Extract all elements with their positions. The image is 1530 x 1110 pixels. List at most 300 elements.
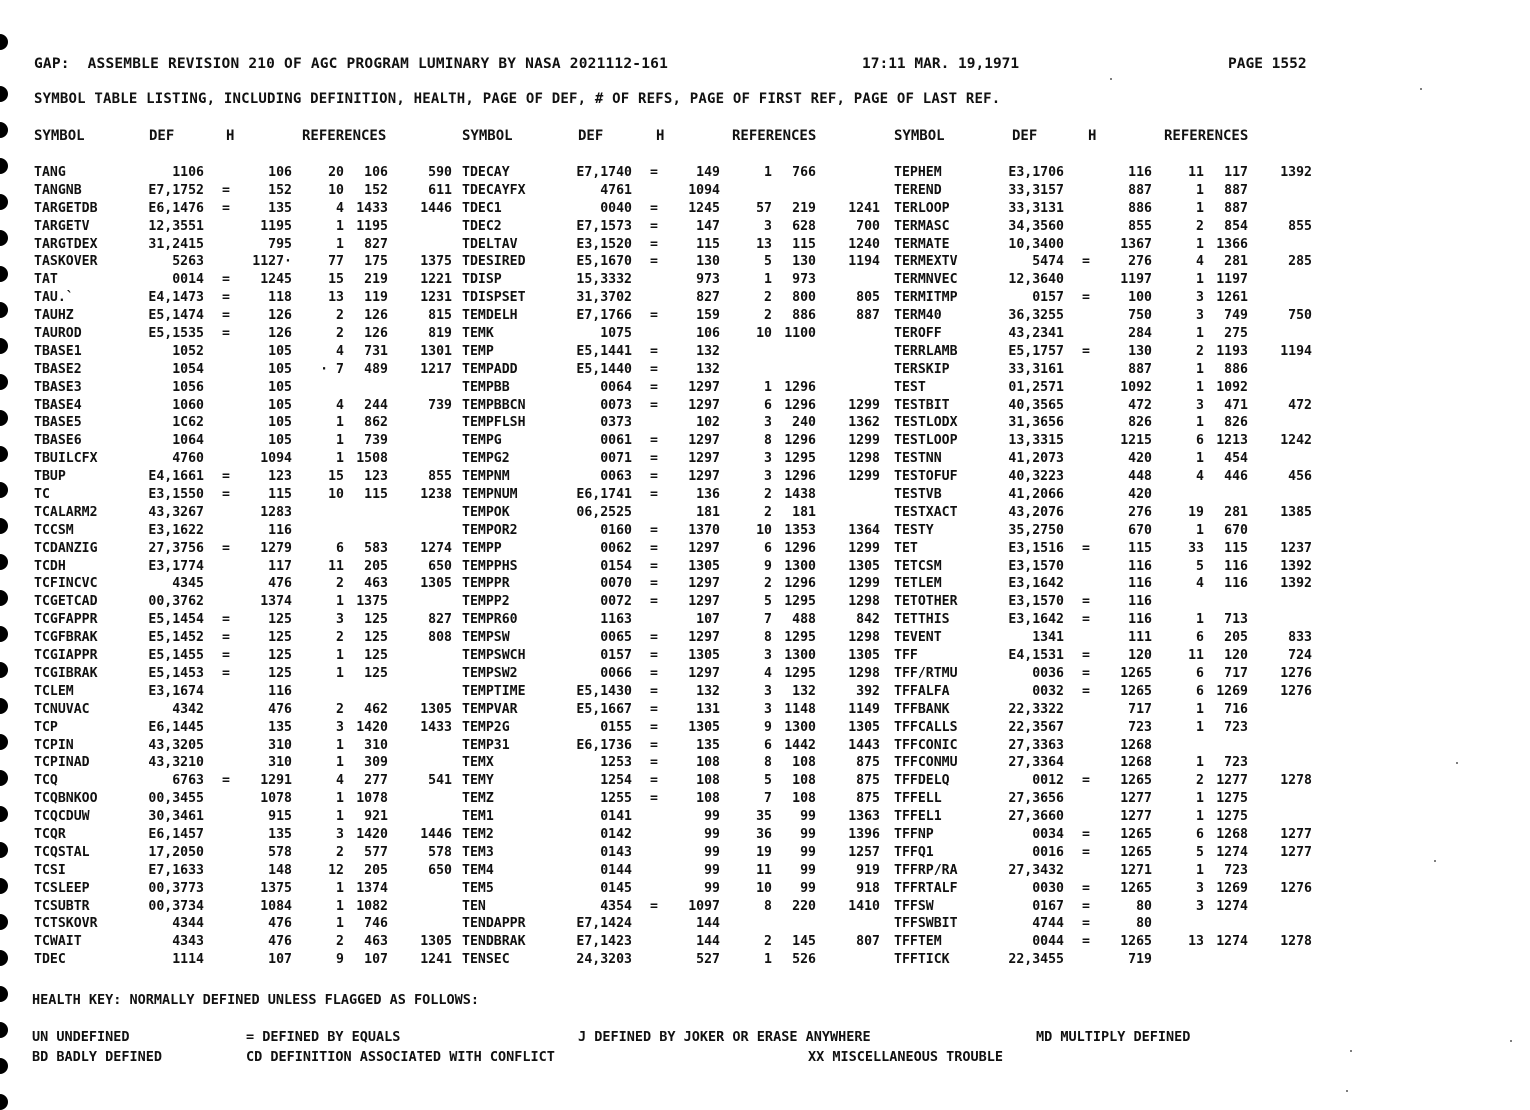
cell-health: = [650,379,658,395]
cell-symbol: TCQSTAL [34,844,90,860]
cell-firstref: 1295 [784,594,816,610]
cell-nrefs: 1 [336,415,344,431]
cell-defpage: 107 [696,612,720,628]
cell-health: = [650,540,658,556]
cell-health: = [650,701,658,717]
cell-def: 0030 [1032,880,1064,896]
cell-def: E5,1430 [576,683,632,699]
listing-subtitle: SYMBOL TABLE LISTING, INCLUDING DEFINITION, HEALTH, PAGE OF DEF, # OF REFS, PAGE OF FIRST REF, PAGE OF LAST REF. [34,91,1001,107]
cell-lastref: 1276 [1280,880,1312,896]
cell-health: = [222,290,230,306]
cell-defpage: 276 [1128,254,1152,270]
cell-defpage: 1265 [1120,880,1152,896]
cell-def: 1253 [600,755,632,771]
cell-nrefs: 5 [1196,558,1204,574]
cell-def: 1106 [172,165,204,180]
cell-firstref: 887 [1224,182,1248,198]
cell-nrefs: 2 [336,576,344,592]
cell-firstref: 887 [1224,200,1248,216]
cell-health: = [650,433,658,449]
cell-health: = [1082,683,1090,699]
punch-hole-icon [0,1022,8,1038]
cell-defpage: 105 [268,415,292,431]
cell-symbol: TCPINAD [34,755,90,771]
cell-lastref: 887 [856,308,880,324]
cell-def: 1075 [600,326,632,342]
cell-lastref: 1305 [420,576,452,592]
cell-health: = [650,576,658,592]
cell-defpage: 476 [268,934,292,950]
punch-hole-icon [0,158,8,174]
cell-symbol: TBASE3 [34,379,82,395]
cell-health: = [1082,612,1090,628]
cell-def: 43,2076 [1008,504,1064,520]
cell-symbol: TEM5 [462,880,494,896]
cell-nrefs: 77 [328,254,344,270]
cell-lastref: 1237 [1280,540,1312,556]
cell-firstref: 108 [792,755,816,771]
cell-symbol: TCGIBRAK [34,665,98,681]
cell-symbol: TETLEM [894,576,942,592]
cell-symbol: TFFRTALF [894,880,958,896]
cell-nrefs: 2 [764,308,772,324]
cell-symbol: TBASE5 [34,415,82,431]
cell-health: = [222,200,230,216]
cell-lastref: 1299 [848,397,880,413]
cell-symbol: TCLEM [34,683,74,699]
cell-symbol: TDESIRED [462,254,526,270]
cell-def: 27,3656 [1008,791,1064,807]
cell-defpage: 420 [1128,451,1152,467]
punch-hole-icon [0,410,8,426]
cell-symbol: TENDAPPR [462,916,526,932]
cell-nrefs: 8 [764,630,772,646]
cell-defpage: 1297 [688,540,720,556]
col-header-h: H [226,128,235,144]
cell-nrefs: 3 [336,826,344,842]
cell-lastref: 724 [1288,648,1312,664]
cell-nrefs: 1 [1196,200,1204,216]
cell-def: E4,1473 [148,290,204,306]
cell-def: E7,1573 [576,218,632,234]
cell-defpage: 1305 [688,719,720,735]
cell-health: = [222,665,230,681]
cell-nrefs: 1 [336,880,344,896]
cell-firstref: 1275 [1216,809,1248,825]
col-header-def: DEF [1012,128,1038,144]
cell-defpage: 284 [1128,326,1152,342]
cell-nrefs: 3 [764,648,772,664]
cell-def: 27,3660 [1008,809,1064,825]
cell-symbol: TEMPSW2 [462,665,518,681]
cell-firstref: 1295 [784,665,816,681]
speck-mark [1456,762,1458,764]
cell-nrefs: 1 [1196,701,1204,717]
cell-defpage: 99 [704,862,720,878]
cell-defpage: 148 [268,862,292,878]
cell-symbol: TASKOVER [34,254,98,270]
cell-lastref: 1396 [848,826,880,842]
cell-nrefs: 4 [336,397,344,413]
cell-defpage: 115 [268,487,292,503]
cell-def: E3,1706 [1008,165,1064,180]
cell-nrefs: 2 [764,576,772,592]
cell-symbol: TCQR [34,826,66,842]
cell-nrefs: 13 [1188,934,1204,950]
cell-def: 43,2341 [1008,326,1064,342]
cell-def: 33,3131 [1008,200,1064,216]
cell-defpage: 1297 [688,433,720,449]
cell-def: 0061 [600,433,632,449]
punch-hole-icon [0,230,8,246]
cell-nrefs: 1 [336,451,344,467]
cell-defpage: 1297 [688,576,720,592]
cell-defpage: 1297 [688,397,720,413]
cell-symbol: TANG [34,165,66,180]
cell-symbol: TFF/RTMU [894,665,958,681]
cell-symbol: TEMPSWCH [462,648,526,664]
cell-health: = [650,361,658,377]
punch-hole-icon [0,842,8,858]
cell-health: = [650,469,658,485]
cell-health: = [650,558,658,574]
cell-def: 4343 [172,934,204,950]
cell-nrefs: 1 [1196,451,1204,467]
cell-nrefs: 6 [1196,826,1204,842]
cell-symbol: TDISPSET [462,290,526,306]
cell-defpage: 1374 [260,594,292,610]
cell-lastref: 875 [856,773,880,789]
cell-lastref: 919 [856,862,880,878]
cell-symbol: TEMX [462,755,494,771]
health-key-title: HEALTH KEY: NORMALLY DEFINED UNLESS FLAGGED AS FOLLOWS: [32,992,480,1008]
cell-def: 40,3565 [1008,397,1064,413]
cell-symbol: TCWAIT [34,934,82,950]
cell-def: 31,3702 [576,290,632,306]
cell-nrefs: 13 [328,290,344,306]
cell-nrefs: 13 [756,236,772,252]
cell-symbol: TCDANZIG [34,540,98,556]
cell-def: 0062 [600,540,632,556]
cell-defpage: 1297 [688,630,720,646]
cell-symbol: TBUILCFX [34,451,98,467]
punch-hole-icon [0,122,8,138]
listing-title: GAP: ASSEMBLE REVISION 210 OF AGC PROGRAM LUMINARY BY NASA 2021112-161 [34,56,669,72]
cell-def: E5,1757 [1008,343,1064,359]
cell-symbol: TEMPNUM [462,487,518,503]
cell-nrefs: 4 [1196,469,1204,485]
cell-health: = [650,308,658,324]
col-header-def: DEF [149,128,175,144]
cell-defpage: 1197 [1120,272,1152,288]
cell-symbol: TCTSKOVR [34,916,98,932]
cell-defpage: 1265 [1120,844,1152,860]
cell-def: 0071 [600,451,632,467]
cell-defpage: 1127· [252,254,292,270]
cell-def: 33,3161 [1008,361,1064,377]
cell-health: = [1082,916,1090,932]
cell-symbol: TERRLAMB [894,343,958,359]
cell-nrefs: 6 [764,737,772,753]
cell-defpage: 1265 [1120,826,1152,842]
cell-def: 27,3432 [1008,862,1064,878]
cell-symbol: TEMZ [462,791,494,807]
cell-def: 4760 [172,451,204,467]
cell-health: = [650,397,658,413]
cell-def: 0070 [600,576,632,592]
cell-symbol: TEMPNM [462,469,510,485]
cell-defpage: 125 [268,648,292,664]
cell-firstref: 99 [800,880,816,896]
cell-def: 15,3332 [576,272,632,288]
cell-nrefs: 9 [764,558,772,574]
listing-timestamp: 17:11 MAR. 19,1971 [862,56,1020,72]
cell-defpage: 126 [268,326,292,342]
cell-defpage: 108 [696,773,720,789]
cell-symbol: TEMPADD [462,361,518,377]
cell-lastref: 1433 [420,719,452,735]
cell-nrefs: 57 [756,200,772,216]
cell-def: 0065 [600,630,632,646]
cell-nrefs: 5 [764,254,772,270]
cell-firstref: 309 [364,755,388,771]
cell-defpage: 795 [268,236,292,252]
cell-nrefs: 12 [328,862,344,878]
cell-firstref: 116 [1224,576,1248,592]
cell-def: 36,3255 [1008,308,1064,324]
punch-hole-icon [0,590,8,606]
cell-nrefs: 1 [764,272,772,288]
punch-hole-icon [0,878,8,894]
cell-def: 1341 [1032,630,1064,646]
cell-symbol: TEMP [462,343,494,359]
punch-hole-icon [0,662,8,678]
cell-defpage: 1094 [260,451,292,467]
cell-nrefs: 6 [336,540,344,556]
cell-def: 00,3455 [148,791,204,807]
cell-lastref: 855 [1288,218,1312,234]
cell-def: E5,1455 [148,648,204,664]
cell-defpage: 1291 [260,773,292,789]
cell-symbol: TFFEL1 [894,809,942,825]
cell-symbol: TFFDELQ [894,773,950,789]
cell-lastref: 1305 [420,934,452,950]
cell-firstref: 125 [364,612,388,628]
cell-nrefs: 6 [1196,665,1204,681]
cell-firstref: 1197 [1216,272,1248,288]
cell-def: 31,3656 [1008,415,1064,431]
cell-def: 27,3756 [148,540,204,556]
cell-firstref: 1296 [784,433,816,449]
cell-nrefs: 3 [336,612,344,628]
cell-def: 22,3567 [1008,719,1064,735]
punch-hole-icon [0,446,8,462]
cell-defpage: 126 [268,308,292,324]
cell-symbol: TCGFBRAK [34,630,98,646]
cell-nrefs: 6 [764,540,772,556]
cell-symbol: TCCSM [34,522,74,538]
cell-def: 0141 [600,809,632,825]
cell-def: E5,1667 [576,701,632,717]
cell-firstref: 1213 [1216,433,1248,449]
cell-firstref: 827 [364,236,388,252]
cell-defpage: 1297 [688,665,720,681]
cell-lastref: 1278 [1280,934,1312,950]
cell-defpage: 670 [1128,522,1152,538]
cell-defpage: 1305 [688,648,720,664]
cell-nrefs: 6 [1196,433,1204,449]
cell-symbol: TFF [894,648,918,664]
cell-lastref: 1276 [1280,683,1312,699]
cell-nrefs: 2 [336,326,344,342]
cell-defpage: 99 [704,844,720,860]
cell-defpage: 136 [696,487,720,503]
cell-def: 0014 [172,272,204,288]
cell-nrefs: 5 [764,773,772,789]
cell-nrefs: 1 [764,379,772,395]
cell-symbol: TFFBANK [894,701,950,717]
cell-def: 22,3455 [1008,952,1064,968]
cell-defpage: 130 [696,254,720,270]
health-key-cd: CD DEFINITION ASSOCIATED WITH CONFLICT [246,1049,555,1065]
punch-hole-icon [0,302,8,318]
cell-nrefs: 1 [1196,236,1204,252]
cell-symbol: TEMPG [462,433,502,449]
cell-lastref: 1277 [1280,826,1312,842]
cell-nrefs: 3 [1196,290,1204,306]
cell-symbol: TEROFF [894,326,942,342]
cell-def: E5,1454 [148,612,204,628]
cell-nrefs: 2 [336,308,344,324]
cell-nrefs: 3 [1196,308,1204,324]
cell-def: E7,1633 [148,862,204,878]
col-header-symbol: SYMBOL [894,128,945,144]
cell-health: = [650,719,658,735]
cell-firstref: 115 [792,236,816,252]
cell-symbol: TCQCDUW [34,809,90,825]
cell-nrefs: 3 [764,218,772,234]
cell-symbol: TEMPG2 [462,451,510,467]
cell-defpage: 1375 [260,880,292,896]
cell-symbol: TCSLEEP [34,880,90,896]
cell-health: = [650,218,658,234]
cell-symbol: TFFSWBIT [894,916,958,932]
cell-defpage: 111 [1128,630,1152,646]
cell-symbol: TEM1 [462,809,494,825]
cell-health: = [1082,665,1090,681]
cell-symbol: TBASE1 [34,343,82,359]
cell-nrefs: 7 [764,612,772,628]
cell-health: = [650,522,658,538]
cell-nrefs: 10 [328,487,344,503]
cell-symbol: TESTLODX [894,415,958,431]
cell-defpage: 116 [1128,576,1152,592]
speck-mark [1420,88,1422,90]
cell-nrefs: 2 [1196,218,1204,234]
cell-lastref: 1257 [848,844,880,860]
cell-defpage: 1297 [688,379,720,395]
cell-nrefs: 1 [336,665,344,681]
cell-def: 0034 [1032,826,1064,842]
cell-health: = [222,540,230,556]
cell-health: = [650,648,658,664]
cell-symbol: TAUROD [34,326,82,342]
cell-def: 4744 [1032,916,1064,932]
cell-defpage: 116 [1128,558,1152,574]
cell-firstref: 1420 [356,719,388,735]
cell-defpage: 750 [1128,308,1152,324]
cell-symbol: TESTY [894,522,934,538]
cell-nrefs: 1 [764,952,772,968]
cell-lastref: 1446 [420,826,452,842]
cell-symbol: TANGNB [34,182,82,198]
cell-def: 0373 [600,415,632,431]
punch-hole-icon [0,698,8,714]
cell-firstref: 713 [1224,612,1248,628]
cell-health: = [1082,290,1090,306]
cell-nrefs: 6 [1196,630,1204,646]
cell-nrefs: 8 [764,433,772,449]
cell-def: E5,1535 [148,326,204,342]
cell-firstref: 670 [1224,522,1248,538]
cell-nrefs: 2 [1196,773,1204,789]
cell-defpage: 855 [1128,218,1152,234]
cell-def: E5,1474 [148,308,204,324]
cell-def: 0032 [1032,683,1064,699]
punch-hole-icon [0,34,8,50]
cell-lastref: 1362 [848,415,880,431]
cell-nrefs: 6 [764,397,772,413]
cell-nrefs: 1 [336,648,344,664]
cell-def: 27,3364 [1008,755,1064,771]
cell-def: 43,3210 [148,755,204,771]
cell-lastref: 875 [856,791,880,807]
cell-nrefs: 9 [336,952,344,968]
cell-firstref: 739 [364,433,388,449]
cell-lastref: 1278 [1280,773,1312,789]
cell-symbol: TERMASC [894,218,950,234]
cell-def: 0142 [600,826,632,842]
cell-defpage: 100 [1128,290,1152,306]
col-header-def: DEF [578,128,604,144]
cell-def: 0154 [600,558,632,574]
cell-firstref: 1374 [356,880,388,896]
cell-symbol: TESTLOOP [894,433,958,449]
cell-nrefs: 1 [1196,791,1204,807]
cell-def: 0155 [600,719,632,735]
cell-defpage: 105 [268,361,292,377]
cell-defpage: 116 [268,522,292,538]
cell-def: E3,1516 [1008,540,1064,556]
cell-defpage: 826 [1128,415,1152,431]
cell-firstref: 463 [364,576,388,592]
cell-lastref: 1443 [848,737,880,753]
cell-def: 43,3205 [148,737,204,753]
cell-firstref: 125 [364,630,388,646]
cell-symbol: TDEC [34,952,66,968]
cell-nrefs: 3 [1196,898,1204,914]
cell-nrefs: 2 [336,934,344,950]
cell-health: = [1082,254,1090,270]
cell-defpage: 149 [696,165,720,180]
cell-symbol: TENSEC [462,952,510,968]
cell-nrefs: 3 [764,683,772,699]
cell-defpage: 132 [696,343,720,359]
cell-lastref: 1305 [848,648,880,664]
cell-defpage: 527 [696,952,720,968]
cell-health: = [1082,594,1090,610]
cell-def: E6,1476 [148,200,204,216]
